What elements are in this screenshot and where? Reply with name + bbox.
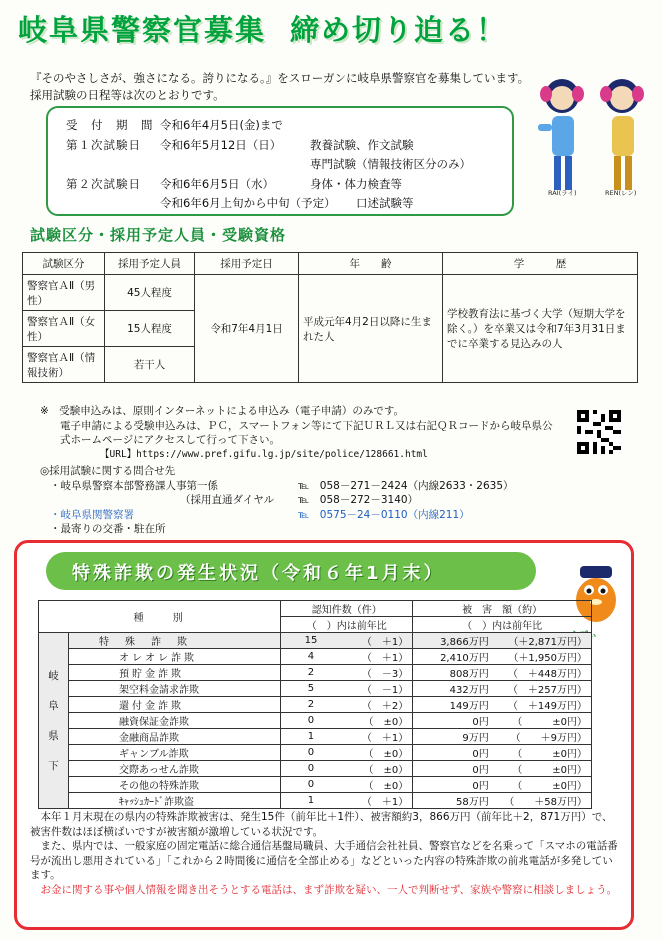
fraud-row: 架空料金請求詐欺 5 （ －1） 432万円 （ ＋257万円）	[39, 681, 592, 697]
section-heading-fraud: 特殊詐欺の発生状況（令和６年1月末）	[46, 552, 536, 590]
fraud-commentary	[30, 810, 620, 897]
fraud-row: 融資保証金詐欺 0 （ ±0） 0円 （ ±0円）	[39, 713, 592, 729]
ren-caption: REN(レン)	[605, 189, 637, 197]
note-online: ※ 受験申込みは、原則インターネットによる申込み（電子申請）のみです。	[40, 405, 405, 417]
fraud-table: 種 別 認知件数（件） 被 害 額（約） （ ）内は前年比 （ ）内は前年比 岐 阜 県 下 特 殊 詐 欺 15 （ ＋1） 3,866万円 （＋2,871万円） オレオレ詐欺 4 （ ＋1） 2,410万円 （＋1,950万円） 預貯金詐欺 2 （ －3） 808万円 （ ＋448万円） 架空料金請求詐欺 5 （ －1） 432万円 （ ＋257万円） 還付金詐欺 2 （ ＋2） 149万円 （ ＋149万円） 融資保証金詐欺 0 （ ±0） 0円 （ ±0円） 金融商品詐欺 1 （ ＋1） 9万円 （ ＋9万円） ギャンブル詐欺 0 （ ±0） 0円 （ ±0円） 交際あっせん詐欺 0 （ ±0） 0円 （ ±0円） その他の特殊詐欺 0 （ ±0） 0円 （ ±0円） ｷｬｯｼｭｶｰﾄﾞ詐欺盗 1 （ ＋1） 58万円 （ ＋58万円）	[38, 600, 592, 809]
schedule-row: 第１次試験日 令和6年5月12日（日） 教養試験、作文試験	[66, 137, 414, 152]
note-access: 電子申請による受験申込みは、ＰＣ，スマートフォン等にて下記ＵＲＬ又は右記ＱＲコードから岐阜県公式ホームページにアクセスして行って下さい。	[60, 419, 553, 446]
title-deadline: 締め切り迫る！	[290, 13, 508, 47]
contact-hq-tel: ℡ 058－271－2424（内線2633・2635）	[298, 479, 514, 492]
exam-table-header: 試験区分 採用予定人員 採用予定日 年 齢 学 歴	[23, 253, 638, 275]
rai-caption: RAI(ライ)	[548, 189, 577, 197]
application-url-link[interactable]: 【URL】https://www.pref.gifu.lg.jp/site/police/128661.html	[100, 448, 428, 460]
schedule-row: 受 付 期 間 令和6年4月5日(金)まで	[66, 118, 283, 132]
contact-koban: ・最寄りの交番・駐在所	[50, 523, 166, 535]
exam-table-row: 警察官ＡⅡ（情報技術） 若干人	[23, 347, 638, 383]
intro-text: 『そのやさしさが、強さになる。誇りになる。』をスローガンに岐阜県警察官を募集しています。採用試験の日程等は次のとおりです。	[30, 71, 530, 102]
exam-table-row: 警察官ＡⅡ（女性） 15人程度	[23, 311, 638, 347]
rapii-caption: らぴぃ	[570, 631, 598, 641]
contact-direct-tel: ℡ 058－272－3140）	[298, 494, 419, 506]
schedule-box	[46, 106, 514, 216]
section-heading-exam: 試験区分・採用予定人員・受験資格	[30, 226, 287, 244]
fraud-row: 預貯金詐欺 2 （ －3） 808万円 （ ＋448万円）	[39, 665, 592, 681]
ren-mascot	[600, 79, 644, 190]
exam-table	[22, 252, 638, 383]
schedule-row: 第２次試験日 令和6年6月5日（水） 身体・体力検査等	[66, 176, 402, 191]
police-mascots-image	[530, 74, 655, 204]
fraud-row: 交際あっせん詐欺 0 （ ±0） 0円 （ ±0円）	[39, 761, 592, 777]
exam-table-row: 警察官ＡⅡ（男性） 45人程度 令和7年4月1日 平成元年4月2日以降に生まれた人 学校教育法に基づく大学（短期大学を除く。）を卒業又は令和7年3月31日までに卒業する見込みの人	[23, 275, 638, 311]
fraud-total-row: 岐 阜 県 下 特 殊 詐 欺 15 （ ＋1） 3,866万円 （＋2,871万円）	[39, 633, 592, 649]
fraud-row: ｷｬｯｼｭｶｰﾄﾞ詐欺盗 1 （ ＋1） 58万円 （ ＋58万円）	[39, 793, 592, 809]
fraud-row: オレオレ詐欺 4 （ ＋1） 2,410万円 （＋1,950万円）	[39, 649, 592, 665]
schedule-row: 令和6年6月上旬から中旬（予定） 口述試験等	[160, 196, 414, 210]
qr-code-image	[577, 410, 621, 454]
commentary-paragraph: また、県内では、一般家庭の固定電話に総合通信基盤局職員、大手通信会社社員、警察官などを名乗って「スマホの電話番号が流出し悪用されている」「これから２時間後に通信を全部止める」などといった内容の特殊詐欺の前兆電話が多発しています。	[30, 840, 618, 881]
warning-paragraph: お金に関する事や個人情報を聞き出そうとする電話は、まず詐欺を疑い、一人で判断せず、家族や警察に相談しましょう。	[40, 883, 618, 896]
region-label: 岐 阜 県 下	[39, 633, 69, 809]
contact-seki-tel: ℡ 0575－24－0110（内線211）	[298, 508, 470, 521]
rai-mascot	[538, 79, 584, 190]
contact-direct: （採用直通ダイヤル	[180, 494, 275, 506]
contact-heading: ◎採用試験に関する問合せ先	[40, 465, 176, 477]
commentary-paragraph: 本年１月末現在の県内の特殊詐欺被害は、発生15件（前年比＋1件）、被害額約3，866万円（前年比＋2，871万円）で、被害件数はほぼ横ばいですが被害額が激増している状況です。	[30, 811, 613, 838]
fraud-row: その他の特殊詐欺 0 （ ±0） 0円 （ ±0円）	[39, 777, 592, 793]
application-notes	[40, 404, 600, 537]
title-recruit: 岐阜県警察官募集	[18, 13, 267, 47]
page-title	[18, 8, 650, 58]
fraud-table-header: 種 別 認知件数（件） 被 害 額（約）	[39, 601, 592, 617]
contact-seki: ・岐阜県関警察署	[50, 508, 134, 521]
contact-hq: ・岐阜県警察本部警務課人事第一係	[50, 479, 218, 492]
fraud-row: ギャンブル詐欺 0 （ ±0） 0円 （ ±0円）	[39, 745, 592, 761]
fraud-row: 還付金詐欺 2 （ ＋2） 149万円 （ ＋149万円）	[39, 697, 592, 713]
fraud-row: 金融商品詐欺 1 （ ＋1） 9万円 （ ＋9万円）	[39, 729, 592, 745]
schedule-row: 専門試験（情報技術区分のみ）	[310, 157, 471, 171]
